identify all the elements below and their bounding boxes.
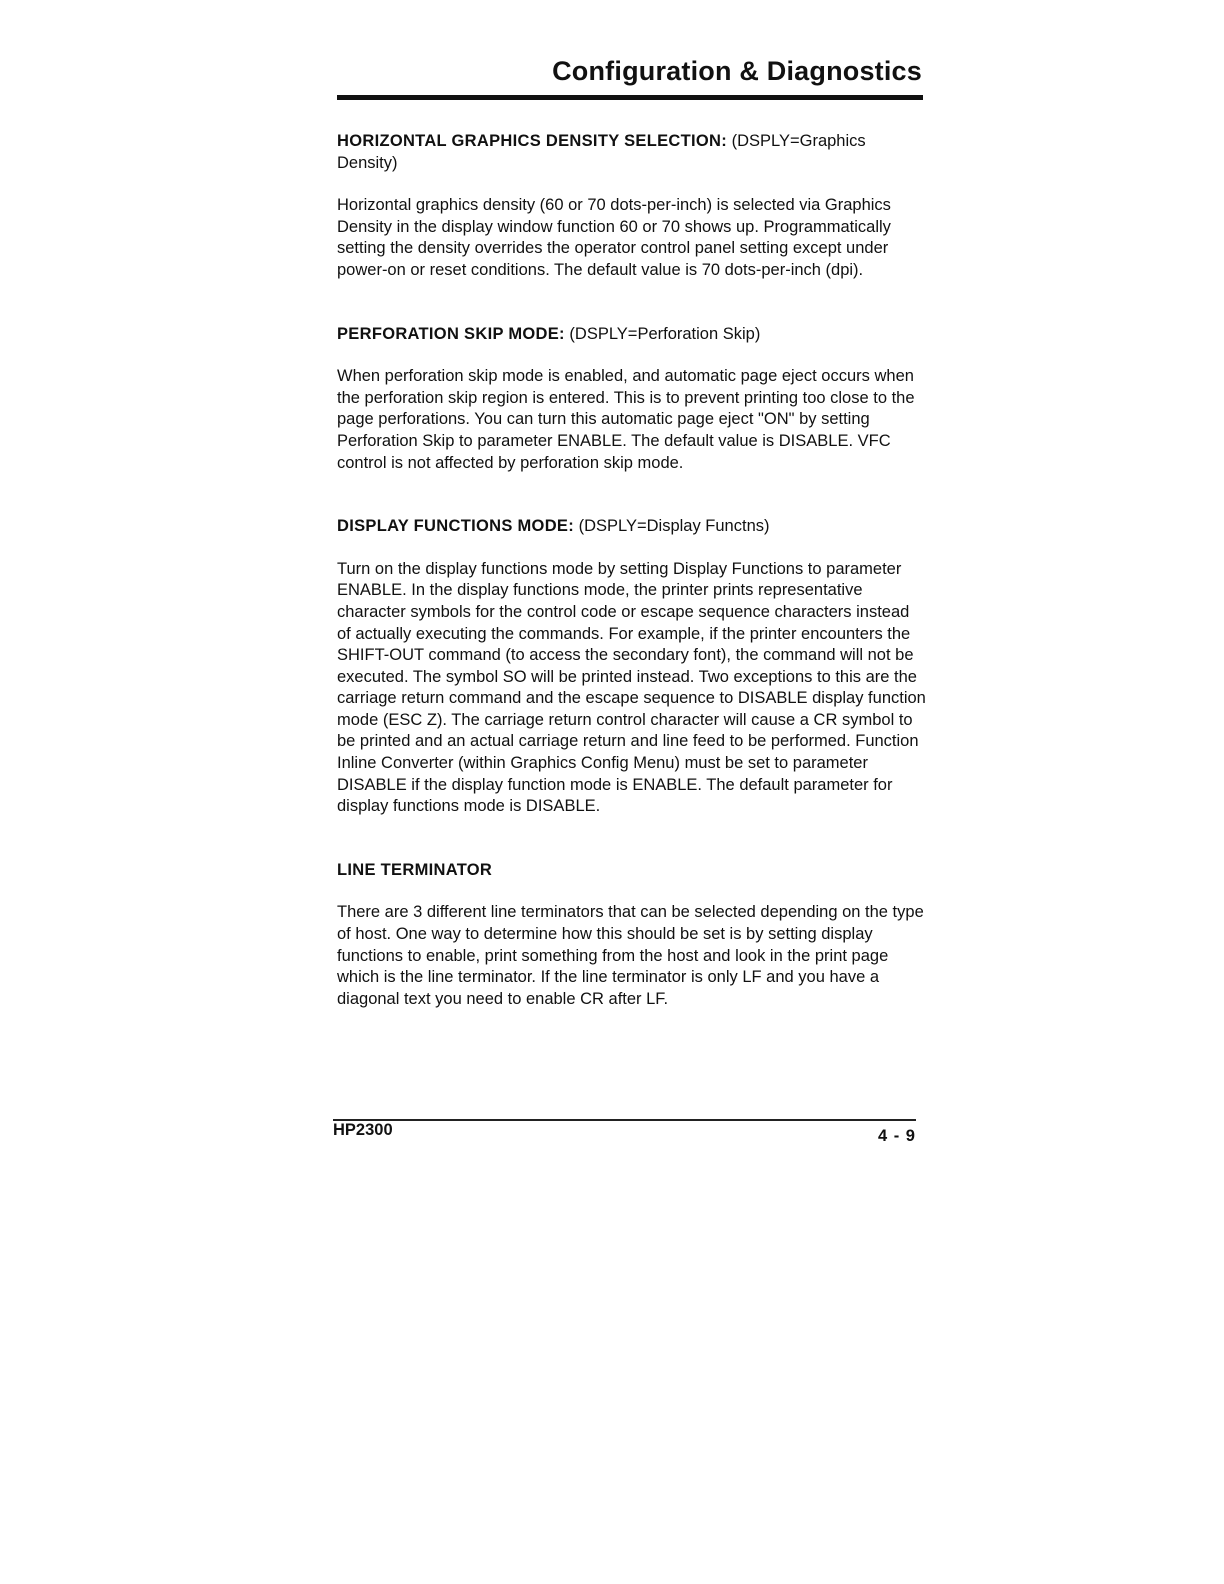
section-graphics-density bbox=[337, 131, 927, 282]
section-heading-detail: (DSPLY=Graphics Density) bbox=[337, 132, 866, 172]
section-heading-detail: (DSPLY=Display Functns) bbox=[574, 517, 770, 536]
section-paragraph: Turn on the display functions mode by setting Display Functions to parameter ENABLE. In the display functions mode, the printer prints representative character symbols for the control code or escape sequence characters instead of actually executing the commands. For example, if the printer encounters the SHIFT-OUT command (to access the secondary font), the command will not be executed. The symbol SO will be printed instead. Two exceptions to this are the carriage return command and the escape sequence to DISABLE display function mode (ESC Z). The carriage return control character will cause a CR symbol to be printed and an actual carriage return and line feed to be performed. Function Inline Converter (within Graphics Config Menu) must be set to parameter DISABLE if the display function mode is ENABLE. The default parameter for display functions mode is DISABLE. bbox=[337, 559, 926, 816]
section-heading bbox=[337, 131, 927, 174]
section-line-terminator bbox=[337, 860, 927, 1011]
section-heading bbox=[337, 324, 927, 346]
page-title: Configuration & Diagnostics bbox=[552, 56, 922, 86]
section-paragraph: Horizontal graphics density (60 or 70 dots-per-inch) is selected via Graphics Density in the display window function 60 or 70 shows up. Programmatically setting the density overrides the operator control panel setting except under power-on or reset conditions. The default value is 70 dots-per-inch (dpi). bbox=[337, 196, 891, 279]
section-paragraph: There are 3 different line terminators that can be selected depending on the type of host. One way to determine how this should be set is by setting display functions to enable, print something from the host and look in the print page which is the line terminator. If the line terminator is only LF and you have a diagonal text you need to enable CR after LF. bbox=[337, 903, 924, 1008]
footer-product-name: HP2300 bbox=[333, 1121, 393, 1139]
footer-rule bbox=[333, 1119, 916, 1121]
section-paragraph: When perforation skip mode is enabled, and automatic page eject occurs when the perforation skip region is entered. This is to prevent printing too close to the page perforations. You can turn this automatic page eject "ON" by setting Perforation Skip to parameter ENABLE. The default value is DISABLE. VFC control is not affected by perforation skip mode. bbox=[337, 367, 915, 472]
section-heading-label: LINE TERMINATOR bbox=[337, 860, 493, 879]
section-heading bbox=[337, 516, 927, 538]
section-display-functions bbox=[337, 516, 927, 818]
section-heading-detail: (DSPLY=Perforation Skip) bbox=[564, 324, 761, 343]
section-divider-space bbox=[337, 818, 927, 860]
section-divider-space bbox=[337, 282, 927, 324]
section-heading-label: HORIZONTAL GRAPHICS DENSITY SELECTION: bbox=[337, 132, 728, 150]
footer-page-number: 4 - 9 bbox=[877, 1127, 916, 1145]
section-heading-label: DISPLAY FUNCTIONS MODE: bbox=[337, 517, 575, 536]
section-heading-label: PERFORATION SKIP MODE: bbox=[337, 324, 565, 343]
document-body bbox=[337, 131, 927, 1010]
section-divider-space bbox=[337, 474, 927, 516]
section-perforation-skip bbox=[337, 324, 927, 475]
section-heading bbox=[337, 860, 927, 882]
header-rule bbox=[337, 95, 923, 100]
